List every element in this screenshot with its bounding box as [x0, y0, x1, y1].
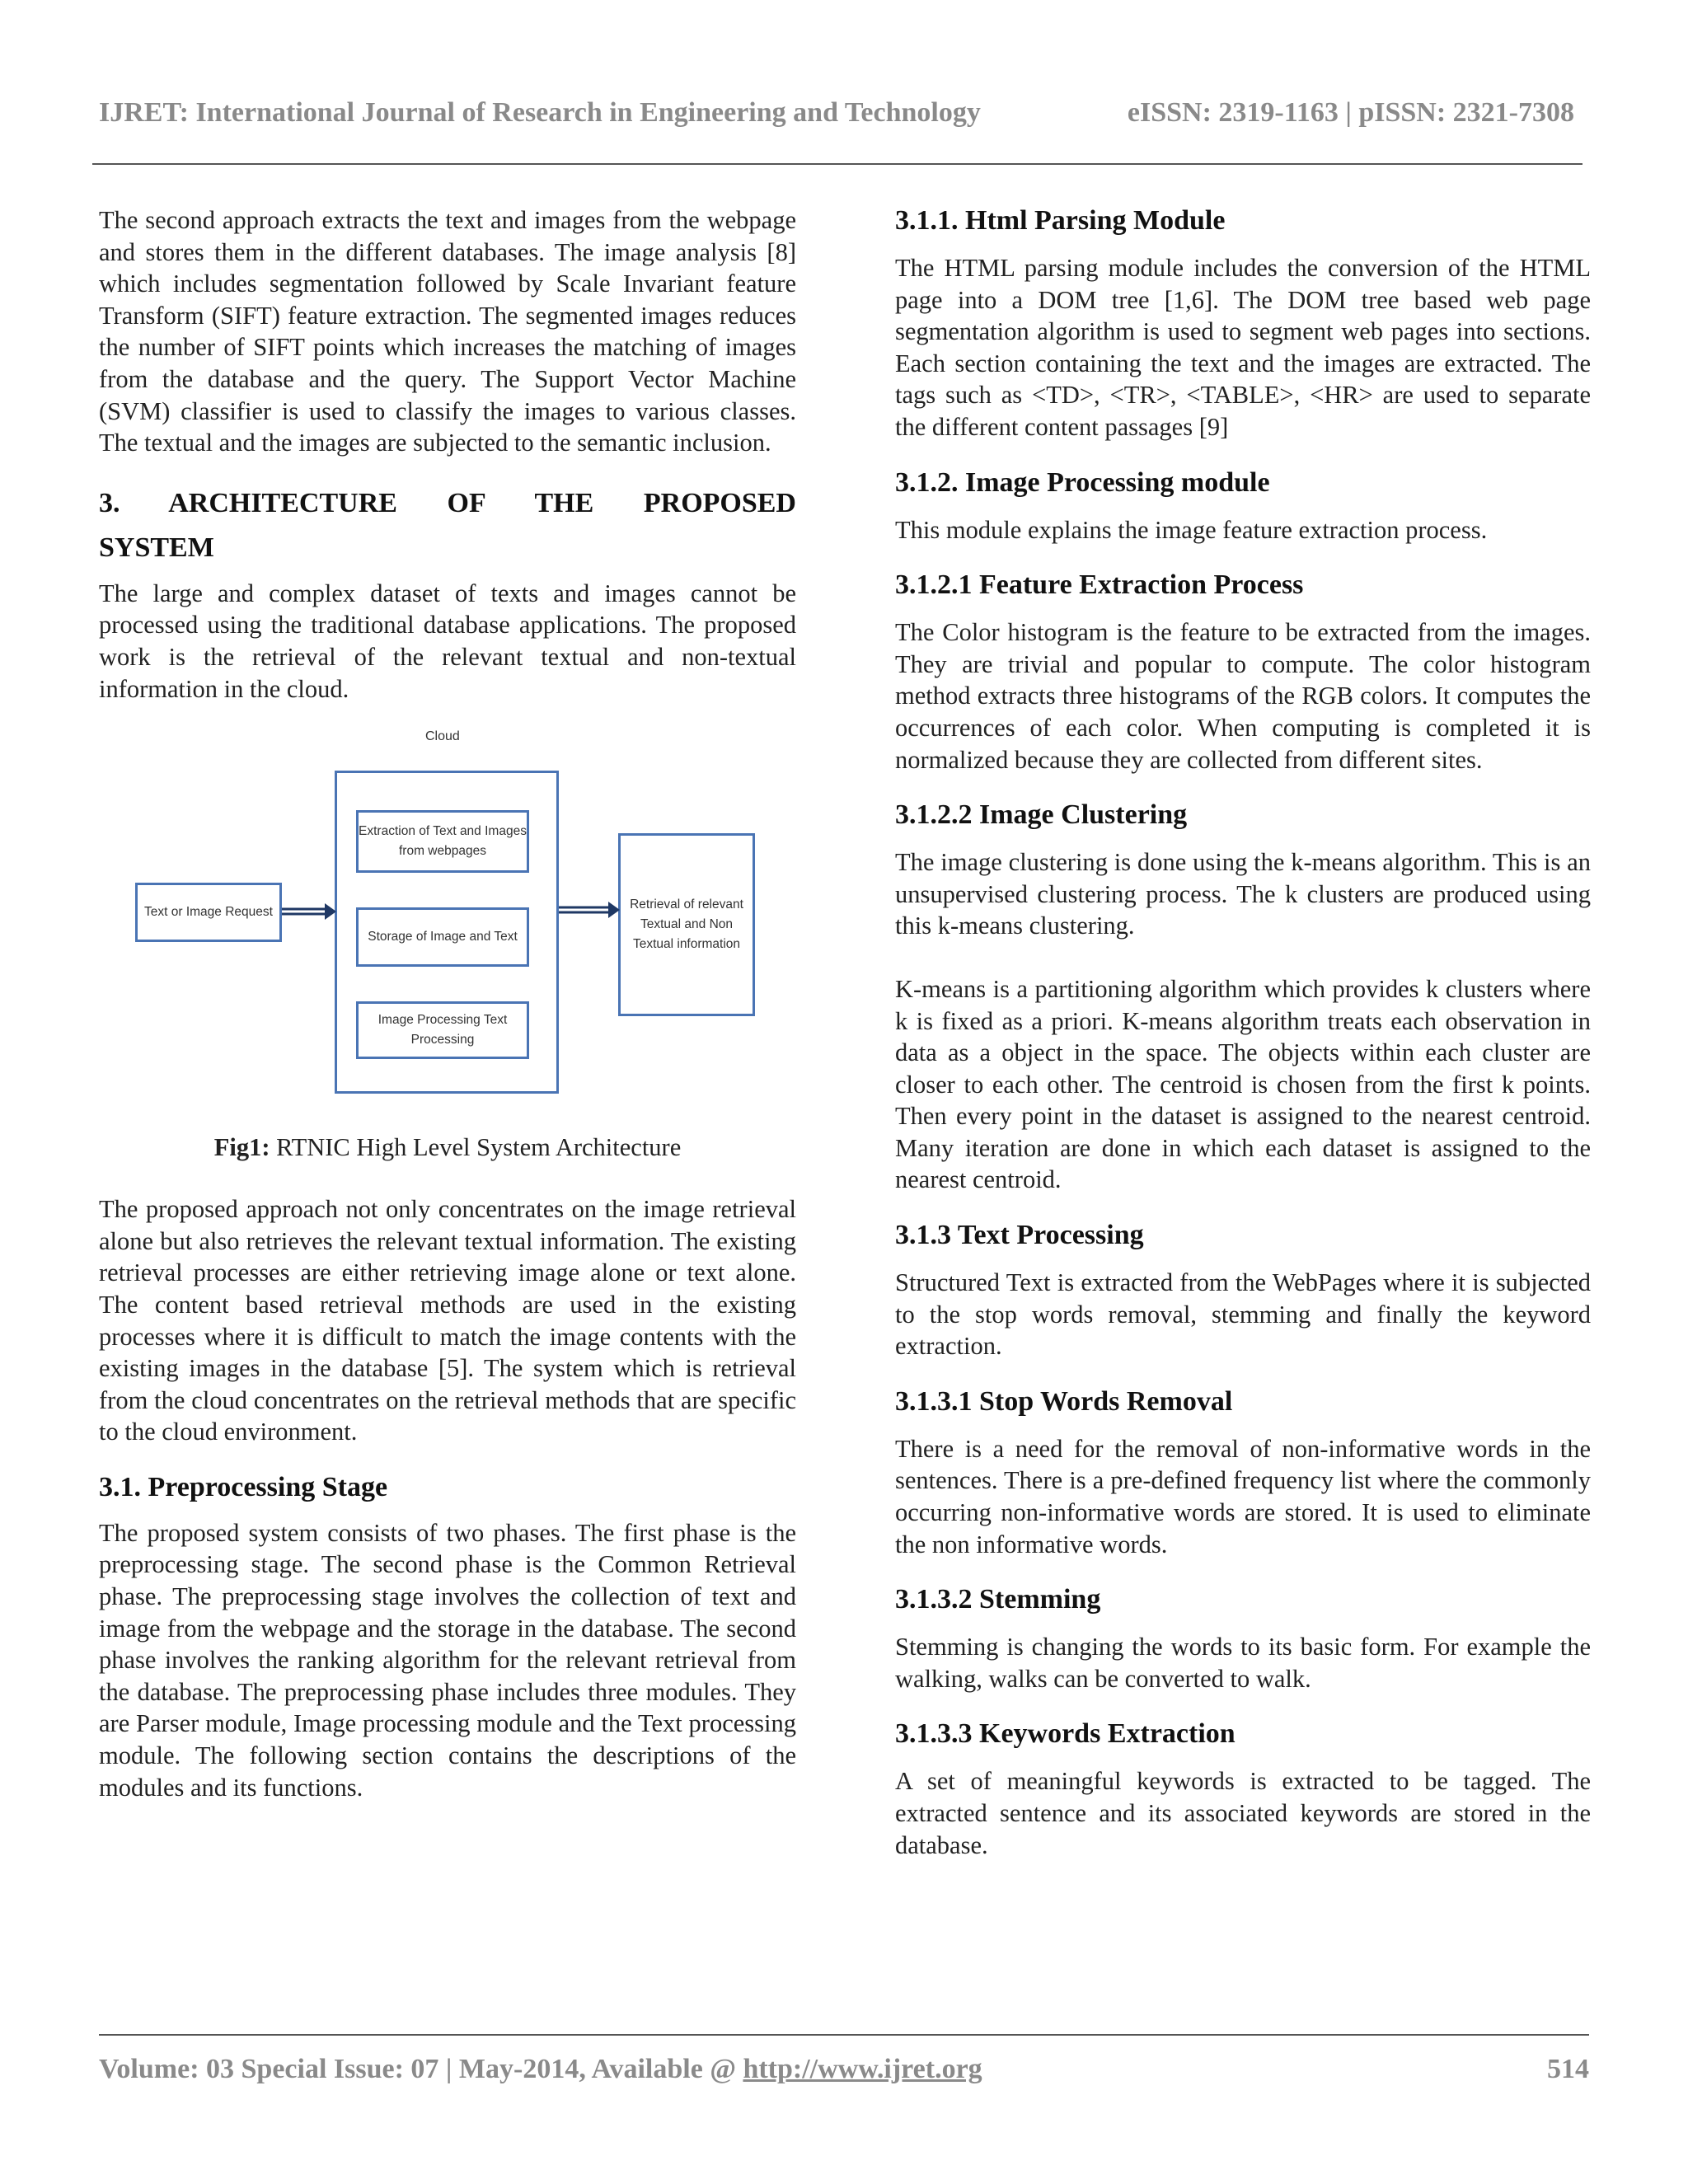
page-number: 514	[1547, 2054, 1589, 2084]
arrow-right-icon	[559, 898, 620, 924]
paragraph-feature-extraction: The Color histogram is the feature to be extracted from the images. They are trivial and popular to compute. The color histogram method extracts three histograms of the RGB colors. It computes the occurrences of each color. When computing is completed it is normalized because they are collected from different sites.	[895, 618, 1591, 774]
figure-caption-text: RTNIC High Level System Architecture	[270, 1133, 682, 1162]
page-footer	[99, 2054, 1589, 2085]
section-3-title-line2: SYSTEM	[99, 532, 214, 563]
section-3-1-title: 3.1. Preprocessing Stage	[99, 1471, 388, 1502]
section-3-1-2-1-title: 3.1.2.1 Feature Extraction Process	[895, 569, 1304, 601]
paragraph-second-approach: The second approach extracts the text and images from the webpage and stores them in the different databases. The image analysis [8] which includes segmentation followed by Scale Invariant feature Transform (SIFT) feature extraction. The segmented images reduces the number of SIFT points which increases the matching of images from the database and the query. The Support Vector Machine (SVM) classifier is used to classify the images to various classes. The textual and the images are subjected to the semantic inclusion.	[99, 206, 796, 457]
retrieval-box: Retrieval of relevant Textual and Non Textual information	[618, 833, 755, 1016]
paragraph-preprocessing: The proposed system consists of two phases. The first phase is the preprocessing stage. The second phase is the Common Retrieval phase. The preprocessing stage involves the collection of text and image from the webpage and the storage in the database. The second phase involves the ranking algorithm for the relevant retrieval from the database. The preprocessing phase includes three modules. They are Parser module, Image processing module and the Text processing module. The following section contains the descriptions of the modules and its functions.	[99, 1518, 796, 1802]
paragraph-image-processing: This module explains the image feature extraction process.	[895, 515, 1488, 544]
paragraph-stop-words: There is a need for the removal of non-informative words in the sentences. There is a pre-defined frequency list where the commonly occurring non-informative words are stored. It is used to eliminate the non informative words.	[895, 1434, 1591, 1558]
footer-divider	[99, 2034, 1589, 2036]
right-column	[895, 204, 1591, 1861]
figure-caption	[99, 1133, 796, 1162]
section-3-1-3-3-title: 3.1.3.3 Keywords Extraction	[895, 1718, 1236, 1750]
figure-caption-label: Fig1:	[213, 1133, 270, 1162]
page-header	[99, 97, 1574, 129]
footer-volume	[99, 2054, 982, 2085]
request-box: Text or Image Request	[135, 883, 282, 942]
journal-link[interactable]: http://www.ijret.org	[743, 2054, 982, 2084]
processing-box: Image Processing Text Processing	[356, 1001, 529, 1059]
architecture-figure	[99, 729, 796, 1125]
paragraph-proposed-approach: The proposed approach not only concentrates on the image retrieval alone but also retrieves the relevant textual information. The existing retrieval processes are either retrieving image alone or text alone. The content based retrieval methods are used in the existing processes where it is difficult to match the image contents with the existing images in the database [5]. The system which is retrieval from the cloud concentrates on the retrieval methods that are specific to the cloud environment.	[99, 1195, 796, 1446]
paragraph-stemming: Stemming is changing the words to its basic form. For example the walking, walks can be converted to walk.	[895, 1633, 1591, 1693]
storage-box: Storage of Image and Text	[356, 907, 529, 967]
journal-title: IJRET: International Journal of Research in Engineering and Technology	[99, 97, 981, 128]
paragraph-architecture-intro: The large and complex dataset of texts and images cannot be processed using the traditional database applications. The proposed work is the retrieval of the relevant textual and non-textual information in the cloud.	[99, 579, 796, 703]
extraction-box: Extraction of Text and Images from webpages	[356, 810, 529, 873]
section-3-1-2-2-title: 3.1.2.2 Image Clustering	[895, 799, 1188, 831]
section-3-title-line1: 3. ARCHITECTURE OF THE PROPOSED	[99, 487, 796, 518]
paragraph-text-processing: Structured Text is extracted from the WebPages where it is subjected to the stop words removal, stemming and finally the keyword extraction.	[895, 1268, 1591, 1361]
section-3-1-3-1-title: 3.1.3.1 Stop Words Removal	[895, 1385, 1233, 1417]
section-3-1-2-title: 3.1.2. Image Processing module	[895, 466, 1270, 498]
left-column	[99, 204, 796, 1803]
paragraph-keywords: A set of meaningful keywords is extracted to be tagged. The extracted sentence and its associated keywords are stored in the database.	[895, 1767, 1591, 1859]
paragraph-image-clustering: The image clustering is done using the k-means algorithm. This is an unsupervised clustering process. The k clusters are produced using this k-means clustering.	[895, 848, 1591, 940]
section-3-1-3-title: 3.1.3 Text Processing	[895, 1220, 1144, 1251]
footer-volume-text: Volume: 03 Special Issue: 07 | May-2014, Available @	[99, 2054, 743, 2084]
arrow-right-icon	[282, 899, 336, 926]
paragraph-html-parsing: The HTML parsing module includes the conversion of the HTML page into a DOM tree [1,6]. The DOM tree based web page segmentation algorithm is used to segment web pages into sections. Each section containing the text and the images are extracted. The tags such as <TD>, <TR>, <TABLE>, <HR> are used to separate the different content passages [9]	[895, 254, 1591, 441]
paragraph-kmeans: K-means is a partitioning algorithm which provides k clusters where k is fixed as a priori. K-means algorithm treats each observation in data as a object in the space. The objects within each cluster are closer to each other. The centroid is chosen from the first k points. Then every point in the dataset is assigned to the nearest centroid. Many iteration are done in which each dataset is assigned to the nearest centroid.	[895, 974, 1591, 1194]
issn-info: eISSN: 2319-1163 | pISSN: 2321-7308	[1127, 97, 1574, 128]
section-3-1-1-title: 3.1.1. Html Parsing Module	[895, 205, 1226, 236]
header-divider	[92, 163, 1582, 165]
section-3-1-3-2-title: 3.1.3.2 Stemming	[895, 1584, 1101, 1615]
figure-cloud-label: Cloud	[425, 729, 460, 744]
